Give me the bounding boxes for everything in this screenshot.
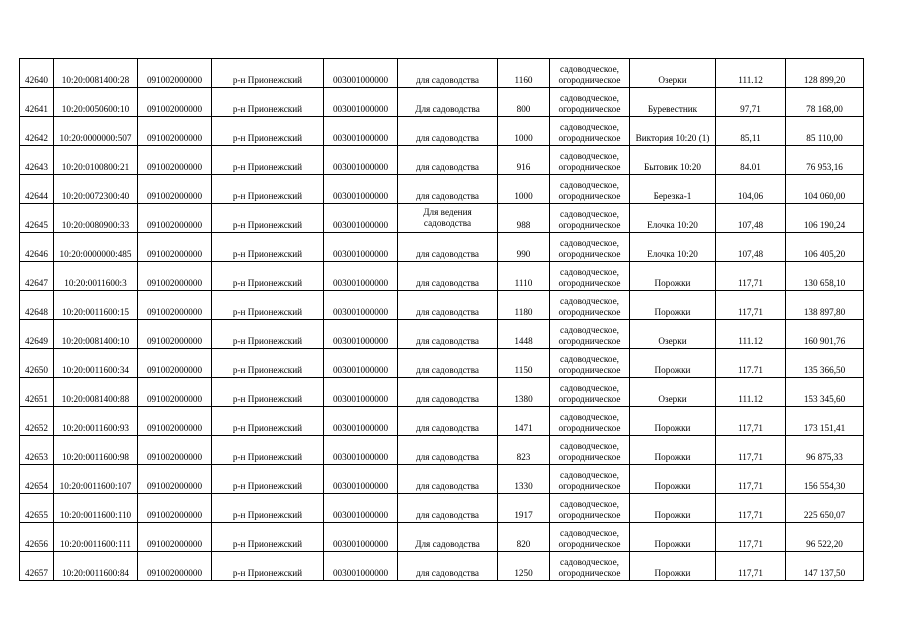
okato-cell: 003001000000 — [324, 407, 398, 436]
land-use-cell — [550, 436, 630, 465]
cadastral-cost-cell: 128 899,20 — [786, 59, 864, 88]
okato-cell: 003001000000 — [324, 59, 398, 88]
district-cell: р-н Прионежский — [212, 465, 324, 494]
table-row — [20, 494, 864, 523]
okato-cell: 003001000000 — [324, 465, 398, 494]
area-cell: 1330 — [498, 465, 550, 494]
land-use-line: садоводческое, — [560, 528, 619, 538]
okato-cell: 003001000000 — [324, 146, 398, 175]
rate-cell: 104,06 — [716, 175, 786, 204]
record-number-cell: 42653 — [20, 436, 54, 465]
association-name-cell: Озерки — [630, 320, 716, 349]
area-cell: 1000 — [498, 175, 550, 204]
purpose-line: для садоводства — [416, 365, 479, 375]
purpose-cell — [398, 175, 498, 204]
purpose-cell — [398, 233, 498, 262]
land-use-line: огородническое — [558, 539, 621, 549]
cadastral-number-cell: 10:20:0011600:93 — [54, 407, 138, 436]
purpose-line: Для садоводства — [415, 104, 480, 114]
cadastral-cost-cell: 85 110,00 — [786, 117, 864, 146]
area-cell: 820 — [498, 523, 550, 552]
land-use-cell — [550, 262, 630, 291]
okato-cell: 003001000000 — [324, 88, 398, 117]
association-name-cell: Порожки — [630, 407, 716, 436]
land-use-line: огородническое — [558, 278, 621, 288]
district-cell: р-н Прионежский — [212, 320, 324, 349]
record-number-cell: 42641 — [20, 88, 54, 117]
land-use-line: садоводческое, — [560, 441, 619, 451]
okato-cell: 003001000000 — [324, 320, 398, 349]
area-cell: 1448 — [498, 320, 550, 349]
cadastral-cost-cell: 138 897,80 — [786, 291, 864, 320]
okato-cell: 003001000000 — [324, 494, 398, 523]
association-name-cell: Порожки — [630, 523, 716, 552]
purpose-cell — [398, 146, 498, 175]
cadastral-number-cell: 10:20:0081400:88 — [54, 378, 138, 407]
record-number-cell: 42648 — [20, 291, 54, 320]
code-cell: 091002000000 — [138, 88, 212, 117]
code-cell: 091002000000 — [138, 349, 212, 378]
cadastral-cost-cell: 147 137,50 — [786, 552, 864, 581]
record-number-cell: 42652 — [20, 407, 54, 436]
purpose-line: для садоводства — [416, 336, 479, 346]
code-cell: 091002000000 — [138, 552, 212, 581]
land-use-cell — [550, 407, 630, 436]
purpose-line: для садоводства — [416, 510, 479, 520]
association-name-cell: Буревестник — [630, 88, 716, 117]
cadastral-cost-cell: 173 151,41 — [786, 407, 864, 436]
cadastral-cost-cell: 78 168,00 — [786, 88, 864, 117]
land-use-cell — [550, 378, 630, 407]
association-name-cell: Порожки — [630, 465, 716, 494]
purpose-line: для садоводства — [416, 191, 479, 201]
table-row — [20, 552, 864, 581]
land-use-cell — [550, 523, 630, 552]
cadastral-cost-cell: 156 554,30 — [786, 465, 864, 494]
area-cell: 1380 — [498, 378, 550, 407]
land-use-cell — [550, 59, 630, 88]
purpose-cell — [398, 494, 498, 523]
district-cell: р-н Прионежский — [212, 407, 324, 436]
association-name-cell: Озерки — [630, 59, 716, 88]
rate-cell: 117,71 — [716, 523, 786, 552]
association-name-cell: Порожки — [630, 494, 716, 523]
cadastral-cost-cell: 104 060,00 — [786, 175, 864, 204]
rate-cell: 111.12 — [716, 320, 786, 349]
purpose-cell — [398, 320, 498, 349]
rate-cell: 117,71 — [716, 552, 786, 581]
land-use-cell — [550, 204, 630, 233]
purpose-line: для садоводства — [416, 162, 479, 172]
table-row — [20, 465, 864, 494]
area-cell: 990 — [498, 233, 550, 262]
rate-cell: 117,71 — [716, 465, 786, 494]
district-cell: р-н Прионежский — [212, 59, 324, 88]
table-row — [20, 88, 864, 117]
land-use-line: огородническое — [558, 191, 621, 201]
land-use-line: огородническое — [558, 481, 621, 491]
cadastral-number-cell: 10:20:0072300:40 — [54, 175, 138, 204]
district-cell: р-н Прионежский — [212, 552, 324, 581]
purpose-cell — [398, 552, 498, 581]
cadastral-number-cell: 10:20:0081400:28 — [54, 59, 138, 88]
cadastral-number-cell: 10:20:0011600:34 — [54, 349, 138, 378]
association-name-cell: Порожки — [630, 291, 716, 320]
land-use-cell — [550, 465, 630, 494]
district-cell: р-н Прионежский — [212, 436, 324, 465]
purpose-line: для садоводства — [416, 481, 479, 491]
code-cell: 091002000000 — [138, 59, 212, 88]
area-cell: 1000 — [498, 117, 550, 146]
association-name-cell: Бытовик 10:20 — [630, 146, 716, 175]
land-use-cell — [550, 494, 630, 523]
table-body — [20, 59, 864, 581]
rate-cell: 117,71 — [716, 436, 786, 465]
land-use-line: огородническое — [558, 249, 621, 259]
district-cell: р-н Прионежский — [212, 349, 324, 378]
purpose-line: садоводства — [423, 217, 472, 228]
cadastral-number-cell: 10:20:0100800:21 — [54, 146, 138, 175]
record-number-cell: 42649 — [20, 320, 54, 349]
land-use-line: огородническое — [558, 133, 621, 143]
table-row — [20, 59, 864, 88]
cadastral-number-cell: 10:20:0011600:84 — [54, 552, 138, 581]
purpose-cell — [398, 378, 498, 407]
land-use-line: огородническое — [558, 162, 621, 172]
code-cell: 091002000000 — [138, 465, 212, 494]
rate-cell: 107,48 — [716, 204, 786, 233]
cadastral-number-cell: 10:20:0011600:15 — [54, 291, 138, 320]
record-number-cell: 42644 — [20, 175, 54, 204]
record-number-cell: 42646 — [20, 233, 54, 262]
record-number-cell: 42650 — [20, 349, 54, 378]
table-row — [20, 320, 864, 349]
area-cell: 1110 — [498, 262, 550, 291]
code-cell: 091002000000 — [138, 204, 212, 233]
cadastral-cost-cell: 153 345,60 — [786, 378, 864, 407]
table-row — [20, 146, 864, 175]
land-use-cell — [550, 117, 630, 146]
cadastral-cost-cell: 96 875,33 — [786, 436, 864, 465]
cadastral-number-cell: 10:20:0050600:10 — [54, 88, 138, 117]
cadastral-number-cell: 10:20:0011600:3 — [54, 262, 138, 291]
rate-cell: 84.01 — [716, 146, 786, 175]
land-use-cell — [550, 349, 630, 378]
table-row — [20, 233, 864, 262]
area-cell: 1150 — [498, 349, 550, 378]
okato-cell: 003001000000 — [324, 436, 398, 465]
record-number-cell: 42655 — [20, 494, 54, 523]
land-use-cell — [550, 88, 630, 117]
district-cell: р-н Прионежский — [212, 146, 324, 175]
record-number-cell: 42657 — [20, 552, 54, 581]
record-number-cell: 42651 — [20, 378, 54, 407]
land-use-line: огородническое — [558, 220, 621, 230]
cadastral-number-cell: 10:20:0080900:33 — [54, 204, 138, 233]
code-cell: 091002000000 — [138, 378, 212, 407]
cadastral-number-cell: 10:20:0011600:107 — [54, 465, 138, 494]
area-cell: 1471 — [498, 407, 550, 436]
cadastral-cost-cell: 96 522,20 — [786, 523, 864, 552]
land-use-line: огородническое — [558, 104, 621, 114]
land-use-line: огородническое — [558, 423, 621, 433]
land-use-line: огородническое — [558, 307, 621, 317]
table-row — [20, 262, 864, 291]
purpose-line: для садоводства — [416, 278, 479, 288]
area-cell: 1180 — [498, 291, 550, 320]
purpose-cell — [398, 436, 498, 465]
rate-cell: 111.12 — [716, 59, 786, 88]
table-row — [20, 175, 864, 204]
association-name-cell: Виктория 10:20 (1) — [630, 117, 716, 146]
rate-cell: 117,71 — [716, 291, 786, 320]
land-use-line: садоводческое, — [560, 354, 619, 364]
area-cell: 1250 — [498, 552, 550, 581]
record-number-cell: 42647 — [20, 262, 54, 291]
purpose-line: для садоводства — [416, 394, 479, 404]
land-use-cell — [550, 320, 630, 349]
table-row — [20, 204, 864, 233]
code-cell: 091002000000 — [138, 175, 212, 204]
purpose-line: Для садоводства — [415, 539, 480, 549]
purpose-cell — [398, 291, 498, 320]
land-use-line: садоводческое, — [560, 557, 619, 567]
land-use-line: огородническое — [558, 336, 621, 346]
association-name-cell: Озерки — [630, 378, 716, 407]
land-use-cell — [550, 291, 630, 320]
purpose-cell — [398, 465, 498, 494]
purpose-line: для садоводства — [416, 133, 479, 143]
code-cell: 091002000000 — [138, 523, 212, 552]
land-use-line: огородническое — [558, 568, 621, 578]
land-use-line: садоводческое, — [560, 151, 619, 161]
cadastral-number-cell: 10:20:0081400:10 — [54, 320, 138, 349]
land-use-line: огородническое — [558, 510, 621, 520]
association-name-cell: Порожки — [630, 552, 716, 581]
okato-cell: 003001000000 — [324, 349, 398, 378]
table-row — [20, 291, 864, 320]
association-name-cell: Елочка 10:20 — [630, 204, 716, 233]
cadastral-number-cell: 10:20:0000000:485 — [54, 233, 138, 262]
area-cell: 1160 — [498, 59, 550, 88]
purpose-cell — [398, 88, 498, 117]
purpose-line: Для ведения — [423, 206, 472, 217]
record-number-cell: 42643 — [20, 146, 54, 175]
land-plots-table — [19, 58, 864, 581]
land-use-line: садоводческое, — [560, 470, 619, 480]
purpose-line: для садоводства — [416, 568, 479, 578]
cadastral-cost-cell: 130 658,10 — [786, 262, 864, 291]
land-use-line: садоводческое, — [560, 296, 619, 306]
land-use-line: садоводческое, — [560, 180, 619, 190]
okato-cell: 003001000000 — [324, 204, 398, 233]
cadastral-cost-cell: 106 190,24 — [786, 204, 864, 233]
purpose-cell — [398, 262, 498, 291]
rate-cell: 117,71 — [716, 407, 786, 436]
district-cell: р-н Прионежский — [212, 378, 324, 407]
district-cell: р-н Прионежский — [212, 494, 324, 523]
purpose-cell — [398, 407, 498, 436]
code-cell: 091002000000 — [138, 262, 212, 291]
code-cell: 091002000000 — [138, 436, 212, 465]
area-cell: 1917 — [498, 494, 550, 523]
area-cell: 823 — [498, 436, 550, 465]
land-use-cell — [550, 233, 630, 262]
rate-cell: 97,71 — [716, 88, 786, 117]
table-row — [20, 378, 864, 407]
code-cell: 091002000000 — [138, 407, 212, 436]
code-cell: 091002000000 — [138, 146, 212, 175]
purpose-line: для садоводства — [416, 307, 479, 317]
rate-cell: 117,71 — [716, 262, 786, 291]
association-name-cell: Березка-1 — [630, 175, 716, 204]
land-use-line: огородническое — [558, 394, 621, 404]
record-number-cell: 42656 — [20, 523, 54, 552]
district-cell: р-н Прионежский — [212, 262, 324, 291]
cadastral-cost-cell: 76 953,16 — [786, 146, 864, 175]
district-cell: р-н Прионежский — [212, 88, 324, 117]
rate-cell: 117,71 — [716, 494, 786, 523]
rate-cell: 111.12 — [716, 378, 786, 407]
land-use-line: садоводческое, — [560, 325, 619, 335]
land-use-cell — [550, 175, 630, 204]
okato-cell: 003001000000 — [324, 233, 398, 262]
cadastral-cost-cell: 106 405,20 — [786, 233, 864, 262]
record-number-cell: 42640 — [20, 59, 54, 88]
land-use-line: садоводческое, — [560, 412, 619, 422]
okato-cell: 003001000000 — [324, 552, 398, 581]
district-cell: р-н Прионежский — [212, 233, 324, 262]
land-use-line: огородническое — [558, 452, 621, 462]
association-name-cell: Порожки — [630, 436, 716, 465]
cadastral-cost-cell: 135 366,50 — [786, 349, 864, 378]
okato-cell: 003001000000 — [324, 117, 398, 146]
cadastral-cost-cell: 225 650,07 — [786, 494, 864, 523]
land-use-line: садоводческое, — [560, 499, 619, 509]
okato-cell: 003001000000 — [324, 175, 398, 204]
association-name-cell: Порожки — [630, 349, 716, 378]
purpose-cell — [398, 117, 498, 146]
district-cell: р-н Прионежский — [212, 523, 324, 552]
cadastral-number-cell: 10:20:0011600:111 — [54, 523, 138, 552]
rate-cell: 117.71 — [716, 349, 786, 378]
area-cell: 800 — [498, 88, 550, 117]
table-row — [20, 349, 864, 378]
rate-cell: 85,11 — [716, 117, 786, 146]
land-use-line: садоводческое, — [560, 93, 619, 103]
okato-cell: 003001000000 — [324, 262, 398, 291]
land-use-cell — [550, 146, 630, 175]
purpose-cell — [398, 59, 498, 88]
land-use-cell — [550, 552, 630, 581]
cadastral-cost-cell: 160 901,76 — [786, 320, 864, 349]
code-cell: 091002000000 — [138, 117, 212, 146]
district-cell: р-н Прионежский — [212, 117, 324, 146]
code-cell: 091002000000 — [138, 233, 212, 262]
okato-cell: 003001000000 — [324, 291, 398, 320]
table-row — [20, 436, 864, 465]
cadastral-number-cell: 10:20:0011600:98 — [54, 436, 138, 465]
district-cell: р-н Прионежский — [212, 175, 324, 204]
purpose-cell — [398, 523, 498, 552]
purpose-cell — [398, 204, 498, 233]
okato-cell: 003001000000 — [324, 523, 398, 552]
code-cell: 091002000000 — [138, 291, 212, 320]
land-use-line: садоводческое, — [560, 238, 619, 248]
purpose-line: для садоводства — [416, 249, 479, 259]
purpose-line: для садоводства — [416, 423, 479, 433]
cadastral-number-cell: 10:20:0011600:110 — [54, 494, 138, 523]
table-row — [20, 523, 864, 552]
land-use-line: огородническое — [558, 365, 621, 375]
district-cell: р-н Прионежский — [212, 291, 324, 320]
association-name-cell: Елочка 10:20 — [630, 233, 716, 262]
code-cell: 091002000000 — [138, 320, 212, 349]
purpose-cell — [398, 349, 498, 378]
area-cell: 916 — [498, 146, 550, 175]
purpose-line: для садоводства — [416, 75, 479, 85]
table-row — [20, 117, 864, 146]
district-cell: р-н Прионежский — [212, 204, 324, 233]
table-row — [20, 407, 864, 436]
okato-cell: 003001000000 — [324, 378, 398, 407]
land-use-line: садоводческое, — [560, 64, 619, 74]
land-use-line: огородническое — [558, 75, 621, 85]
area-cell: 988 — [498, 204, 550, 233]
land-use-line: садоводческое, — [560, 383, 619, 393]
record-number-cell: 42654 — [20, 465, 54, 494]
land-use-line: садоводческое, — [560, 209, 619, 219]
land-use-line: садоводческое, — [560, 267, 619, 277]
code-cell: 091002000000 — [138, 494, 212, 523]
land-use-line: садоводческое, — [560, 122, 619, 132]
rate-cell: 107,48 — [716, 233, 786, 262]
purpose-line: для садоводства — [416, 452, 479, 462]
cadastral-number-cell: 10:20:0000000:507 — [54, 117, 138, 146]
record-number-cell: 42642 — [20, 117, 54, 146]
record-number-cell: 42645 — [20, 204, 54, 233]
association-name-cell: Порожки — [630, 262, 716, 291]
